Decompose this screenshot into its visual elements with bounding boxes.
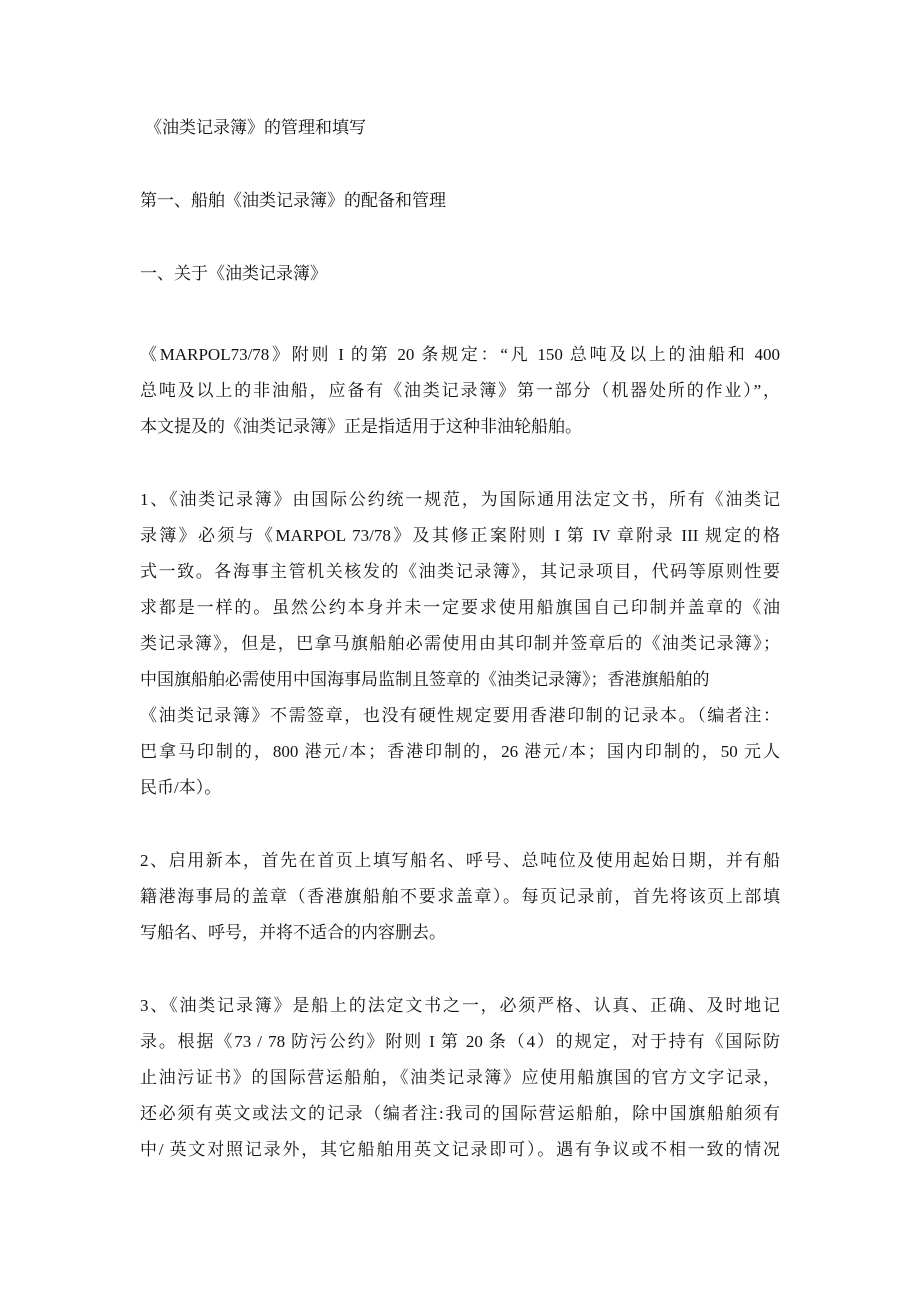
paragraph-line: 《油类记录簿》不需签章，也没有硬性规定要用香港印制的记录本。（编者注：: [140, 706, 780, 725]
document-title: 《油类记录簿》的管理和填写: [145, 118, 366, 137]
section-heading: 第一、船舶《油类记录簿》的配备和管理: [140, 191, 446, 210]
paragraph-line: 类记录簿》，但是，巴拿马旗船舶必需使用由其印制并签章后的《油类记录簿》；: [140, 634, 780, 653]
paragraph-line: 式一致。各海事主管机关核发的《油类记录簿》，其记录项目，代码等原则性要: [140, 562, 780, 581]
paragraph-line: 中/ 英文对照记录外，其它船舶用英文记录即可）。遇有争议或不相一致的情况: [140, 1140, 780, 1159]
paragraph-line: 《MARPOL73/78》附则 I 的第 20 条规定：“凡 150 总吨及以上的油船和 400: [140, 345, 780, 364]
paragraph-line: 1、《油类记录簿》由国际公约统一规范，为国际通用法定文书，所有《油类记: [140, 490, 780, 509]
paragraph-line: 总吨及以上的非油船，应备有《油类记录簿》第一部分（机器处所的作业）”，: [140, 381, 780, 400]
paragraph-line: 巴拿马印制的，800 港元/本；香港印制的，26 港元/本；国内印制的，50 元人: [140, 742, 780, 761]
paragraph-line: 民币/本）。: [140, 778, 222, 797]
paragraph-line: 录簿》必须与《MARPOL 73/78》及其修正案附则 I 第 IV 章附录 III 规定的格: [140, 526, 780, 545]
subsection-heading: 一、关于《油类记录簿》: [140, 264, 327, 283]
paragraph-line: 止油污证书》的国际营运船舶，《油类记录簿》应使用船旗国的官方文字记录，: [140, 1068, 780, 1087]
paragraph-line: 中国旗船舶必需使用中国海事局监制且签章的《油类记录簿》；香港旗船舶的: [140, 670, 710, 689]
paragraph-line: 写船名、呼号，并将不适合的内容删去。: [140, 923, 446, 942]
paragraph-line: 录。根据《73 / 78 防污公约》附则 I 第 20 条（4）的规定，对于持有《国际防: [140, 1032, 780, 1051]
paragraph-line: 3、《油类记录簿》是船上的法定文书之一，必须严格、认真、正确、及时地记: [140, 996, 780, 1015]
paragraph-line: 求都是一样的。虽然公约本身并未一定要求使用船旗国自己印制并盖章的《油: [140, 598, 780, 617]
paragraph-line: 本文提及的《油类记录簿》正是指适用于这种非油轮船舶。: [140, 417, 582, 436]
paragraph-line: 2、启用新本，首先在首页上填写船名、呼号、总吨位及使用起始日期，并有船: [140, 851, 780, 870]
paragraph-line: 还必须有英文或法文的记录（编者注:我司的国际营运船舶，除中国旗船舶须有: [140, 1104, 780, 1123]
paragraph-line: 籍港海事局的盖章（香港旗船舶不要求盖章）。每页记录前，首先将该页上部填: [140, 887, 780, 906]
